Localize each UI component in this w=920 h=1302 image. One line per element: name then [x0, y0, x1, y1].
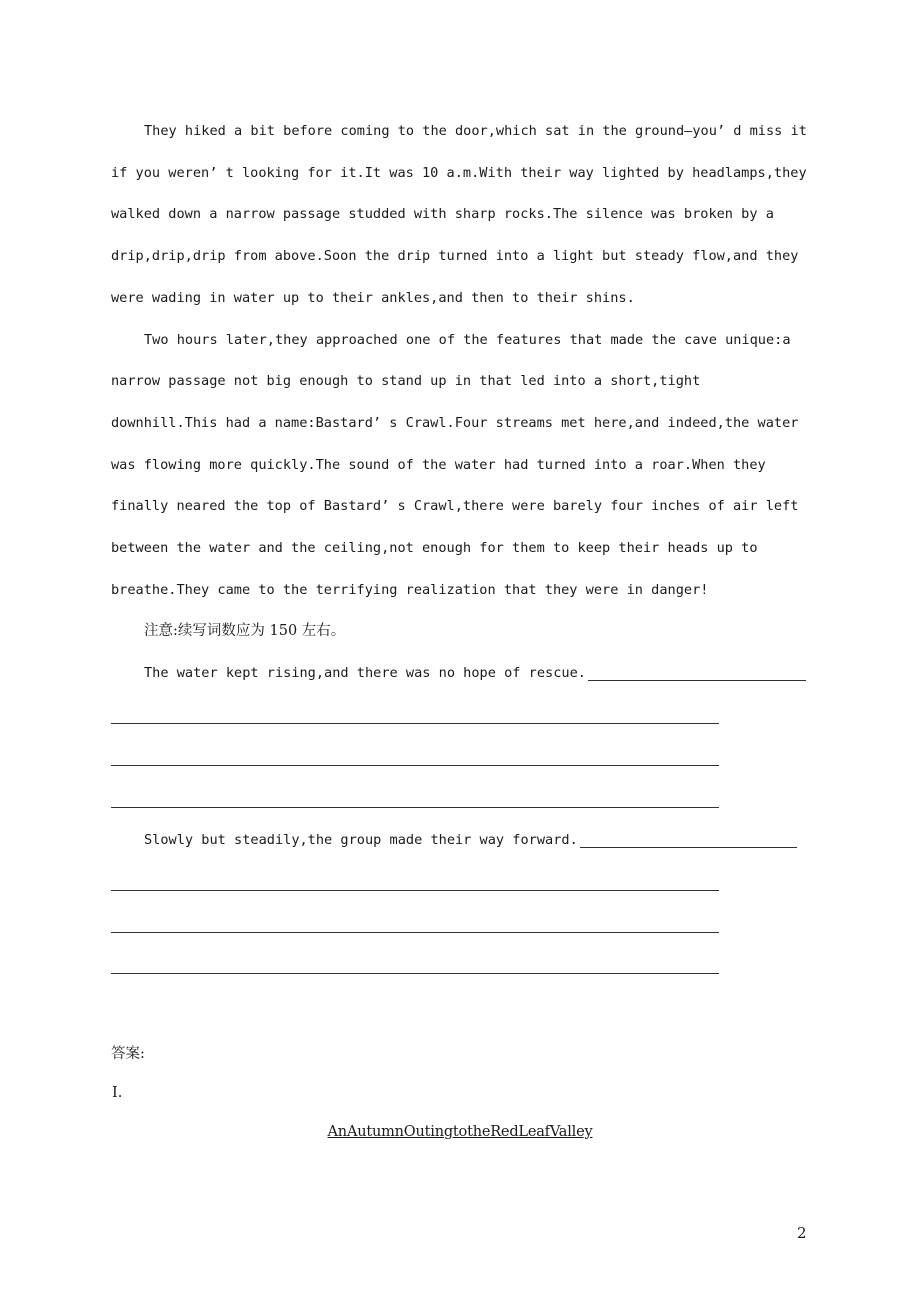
writing-line[interactable]	[111, 807, 719, 808]
writing-line[interactable]	[111, 932, 719, 933]
prompt-1-blank[interactable]	[588, 679, 806, 681]
answer-section-number: Ⅰ.	[112, 1085, 123, 1101]
prompt-2-text: Slowly but steadily,the group made their way forward.	[144, 832, 578, 848]
page-number: 2	[797, 1224, 807, 1242]
answer-label: 答案:	[111, 1046, 145, 1062]
prompt-1-text: The water kept rising,and there was no hope of rescue.	[144, 665, 586, 681]
prompt-2-blank[interactable]	[580, 846, 797, 848]
writing-line[interactable]	[111, 765, 719, 766]
writing-line[interactable]	[111, 723, 719, 724]
word-count-note: 注意:续写词数应为 150 左右。	[144, 623, 346, 640]
passage	[111, 111, 816, 653]
passage-paragraph-1: They hiked a bit before coming to the door,which sat in the ground—you’ d miss it if you weren’ t looking for it.It was 10 a.m.With their way lighted by headlamps,they walked down a narrow passage studded with sharp rocks.The silence was broken by a drip,drip,drip from above.Soon the drip turned into a light but steady flow,and they were wading in water up to their ankles,and then to their shins.	[111, 123, 816, 306]
passage-paragraph-2: Two hours later,they approached one of the features that made the cave unique:a narrow passage not big enough to stand up in that led into a short,tight downhill.This had a name:Bastard’ s Crawl.Four streams met here,and indeed,the water was flowing more quickly.The sound of the water had turned into a roar.When they finally neared the top of Bastard’ s Crawl,there were barely four inches of air left between the water and the ceiling,not enough for them to keep their heads up to breathe.They came to the terrifying realization that they were in danger!	[111, 331, 807, 598]
answer-title: AnAutumnOutingtotheRedLeafValley	[327, 1124, 593, 1140]
writing-line[interactable]	[111, 890, 719, 891]
continuation-prompt-1	[144, 665, 806, 681]
continuation-prompt-2	[144, 832, 797, 848]
writing-line[interactable]	[111, 973, 719, 974]
